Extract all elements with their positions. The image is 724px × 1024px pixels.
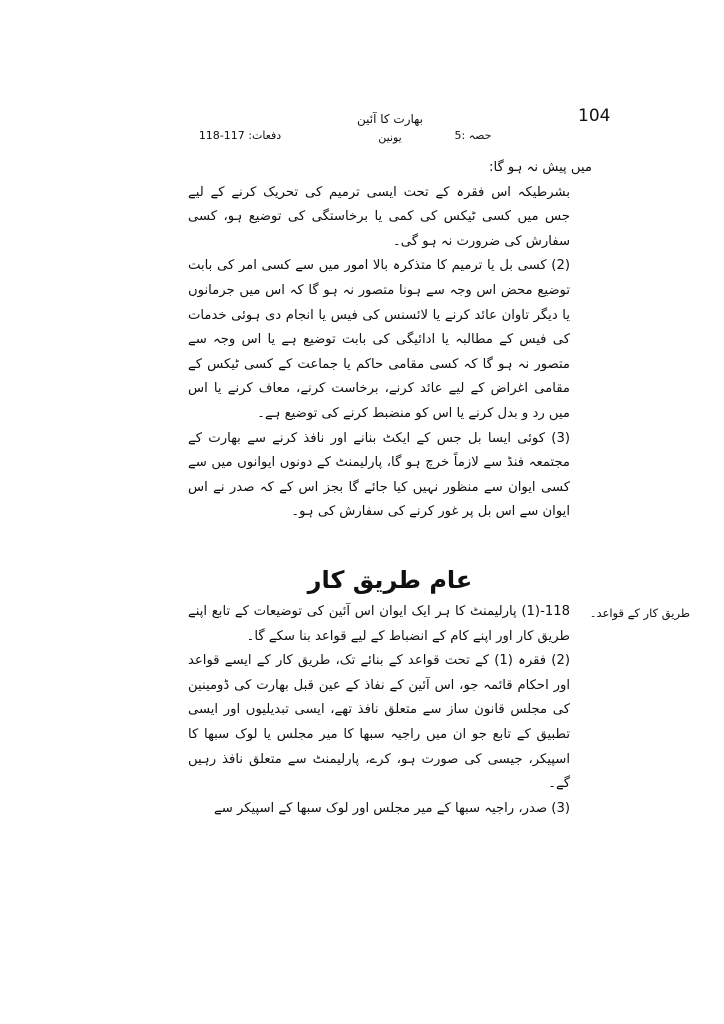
marginal-note: طریق کار کے قواعد۔ — [589, 606, 690, 620]
part-label: حصہ :5 — [454, 129, 492, 142]
paragraph: بشرطیکہ اس فقرہ کے تحت ایسی ترمیم کی تحریک کرنے کے لیے جس میں کسی ٹیکس کی کمی یا برخاستگی کی توضیع ہو، کسی سفارش کی ضرورت نہ ہو گی۔ — [188, 184, 570, 249]
page-number: 104 — [578, 106, 611, 126]
section-heading: عام طریق کار — [307, 566, 473, 594]
running-title: بھارت کا آئین — [356, 112, 424, 126]
article-117-continuation — [188, 156, 592, 525]
paragraph: (3) کوئی ایسا بل جس کے ایکٹ بنانے اور نافذ کرنے سے بھارت کے مجتمعہ فنڈ سے لازماً خرچ ہو گا، پارلیمنٹ کے دونوں ایوانوں میں سے کسی ایوان سے منظور نہیں کیا جائے گا بجز اس کے کہ صدر نے اس ایوان سے اس بل پر غور کرنے کی سفارش کی ہو۔ — [188, 430, 570, 520]
article-118 — [188, 600, 592, 821]
running-subtitle: یونین — [378, 131, 402, 144]
paragraph: (3) صدر، راجیہ سبھا کے میر مجلس اور لوک سبھا کے اسپیکر سے — [213, 800, 570, 816]
sections-label: دفعات: 117-118 — [198, 129, 282, 142]
paragraph: میں پیش نہ ہو گا: — [489, 160, 592, 175]
paragraph: (2) کسی بل یا ترمیم کا متذکرہ بالا امور میں سے کسی امر کی بابت توضیع محض اس وجہ سے ہونا متصور نہ ہو گا کہ اس میں جرمانوں یا دیگر تاوان عائد کرنے یا لائسنس کی فیس یا انجام دی ہوئی خدمات کی فیس کے مطالبہ یا ادائیگی کی بابت توضیع ہے یا اس وجہ سے متصور نہ ہو گا کہ کسی مقامی حاکم یا جماعت کے کسی ٹیکس کے مقامی اغراض کے لیے عائد کرنے، برخاست کرنے، معاف کرنے یا اس میں رد و بدل کرنے یا اس کو منضبط کرنے کی توضیع ہے۔ — [188, 258, 570, 421]
paragraph: 118-(1) پارلیمنٹ کا ہر ایک ایوان اس آئین کی توضیعات کے تابع اپنے طریق کار اور اپنے کام کے انضباط کے لیے قواعد بنا سکے گا۔ — [188, 604, 570, 644]
paragraph: (2) فقرہ (1) کے تحت قواعد کے بنائے تک، طریق کار کے ایسے قواعد اور احکام قائمہ جو، اس آئین کے نفاذ کے عین قبل بھارت کی ڈومینین کی مجلس قانون ساز سے متعلق نافذ تھے، ایسی تبدیلیوں اور ایسی تطبیق کے تابع جو ان میں راجیہ سبھا کا میر مجلس یا لوک سبھا کا اسپیکر، جیسی کی صورت ہو، کرے، پارلیمنٹ سے متعلق نافذ رہیں گے۔ — [188, 653, 570, 792]
